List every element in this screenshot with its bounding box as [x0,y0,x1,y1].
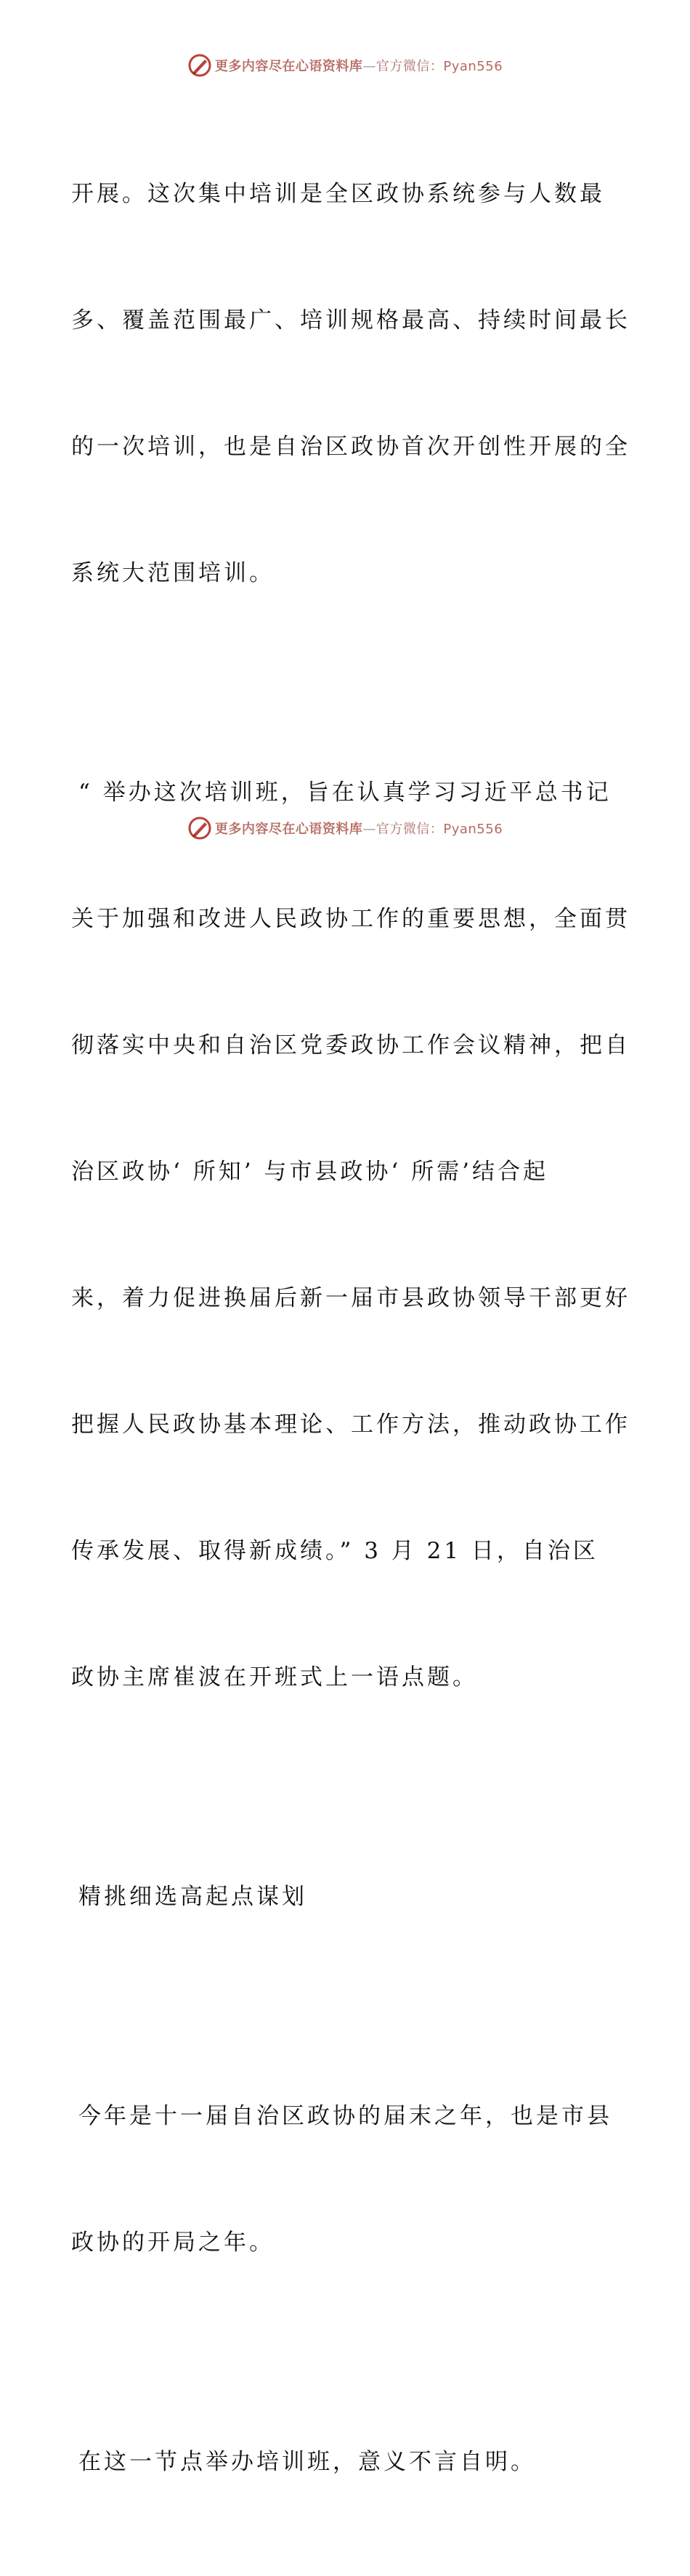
banner-wechat-label: 官方微信： [376,822,444,837]
heading-line: 精挑细选高起点谋划 [78,1884,307,1910]
banner-wechat-label: 官方微信： [376,59,444,74]
pen-logo-icon [187,816,212,841]
text-line: 在这一节点举办培训班，意义不言自明。 [78,2449,536,2475]
footer-watermark-banner [0,814,690,843]
footer-banner-inner [187,816,503,841]
paragraph-2 [71,687,630,1783]
text-line: 把握人民政协基本理论、工作方法，推动政协工作 [71,1411,630,1438]
text-line: 开展。这次集中培训是全区政协系统参与人数最 [71,181,605,207]
text-line: 关于加强和改进人民政协工作的重要思想，全面贯 [71,906,630,932]
text-line: 系统大范围培训。 [71,560,275,586]
banner-wechat-id: Pyan556 [443,59,503,74]
header-watermark-banner [0,51,690,80]
text-line: “ 举办这次培训班，旨在认真学习习近平总书记 [78,779,612,806]
banner-wechat-id: Pyan556 [443,822,503,837]
text-line: 治区政协‘ 所知’ 与市县政协‘ 所需’结合起 [71,1159,548,1185]
text-line: 政协的开局之年。 [71,2229,275,2256]
section-heading [71,1791,623,2002]
paragraph-3 [71,2011,623,2348]
text-line: 来，着力促进换届后新一届市县政协领导干部更好 [71,1285,630,1311]
paragraph-4 [71,2357,623,2567]
banner-brand: 更多内容尽在心语资料库 [214,59,363,74]
text-line: 的一次培训，也是自治区政协首次开创性开展的全 [71,434,630,460]
banner-dash: — [362,822,376,837]
text-line: 政协主席崔波在开班式上一语点题。 [71,1664,478,1690]
text-line: 今年是十一届自治区政协的届末之年，也是市县 [78,2103,612,2129]
text-line: 多、覆盖范围最广、培训规格最高、持续时间最长 [71,307,630,333]
pen-logo-icon [187,53,212,78]
text-line: 传承发展、取得新成绩。” 3 月 21 日，自治区 [71,1538,598,1564]
text-line: 彻落实中央和自治区党委政协工作会议精神，把自 [71,1032,630,1058]
banner-brand: 更多内容尽在心语资料库 [214,822,363,837]
document-body [71,89,630,2576]
header-banner-inner [187,53,503,78]
banner-dash: — [362,59,376,74]
banner-text [215,56,503,75]
paragraph-1 [71,89,630,679]
banner-text [215,819,503,838]
